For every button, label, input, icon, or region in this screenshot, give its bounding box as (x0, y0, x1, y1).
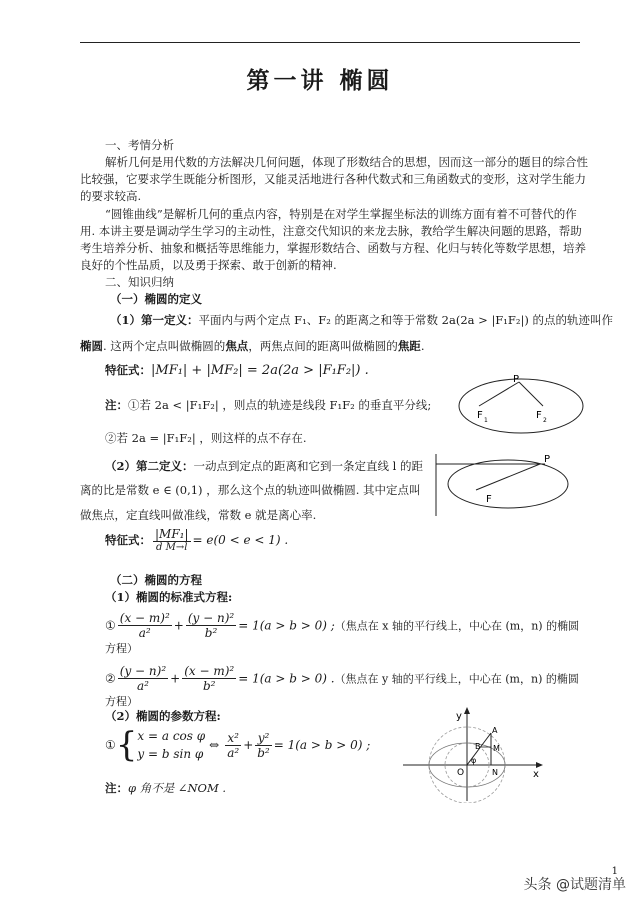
term-ellipse: 椭圆 (80, 339, 103, 353)
first-definition-text: 平面内与两个定点 F₁、F₂ 的距离之和等于常数 2a(2a > |F₁F₂|) 的点的轨迹叫作 (198, 313, 614, 327)
paragraph1-line1: 解析几何是用代数的方法解决几何问题，体现了形数结合的思想，因而这一部分的题目的综合性 (105, 155, 588, 169)
note-text-1: ①若 2a < |F₁F₂| ，则点的轨迹是线段 F₁F₂ 的垂直平分线; (128, 398, 432, 412)
fraction-denominator: b² (202, 679, 216, 693)
label-p: P (513, 374, 520, 385)
label-n: N (492, 768, 498, 777)
paragraph1-line2: 比较强，它要求学生既能分析图形，又能灵活地进行各种代数式和三角函数式的变形，这对学生能力 (80, 172, 586, 186)
fraction-denominator: a² (227, 745, 240, 760)
fraction-numerator: (y − n)² (119, 664, 167, 678)
label-phi: φ (471, 756, 477, 765)
page-number: 1 (611, 866, 618, 877)
note-label: 注： (105, 398, 128, 412)
page-title: 第一讲 椭圆 (246, 67, 394, 94)
label-m: M (493, 744, 500, 753)
item-marker: ② (105, 671, 116, 686)
note-text-3: φ 角不是 ∠NOM . (128, 781, 227, 795)
eccentricity-fraction (153, 527, 191, 553)
feature-formula-2 (105, 527, 288, 553)
fraction (118, 664, 168, 693)
fraction-numerator: (x − m)² (184, 664, 235, 678)
feature-label-2: 特征式： (105, 533, 151, 547)
figure-ellipse-first-definition (455, 368, 590, 438)
plus-sign: + (170, 671, 181, 686)
y-axis-arrow (464, 707, 470, 714)
label-a: A (492, 726, 498, 735)
item-marker: ① (105, 738, 116, 752)
text-fragment: . 这两个定点叫做椭圆的 (103, 339, 226, 353)
segment-pf (476, 464, 540, 490)
second-definition-text: 一动点到定点的距离和它到一条定直线 l 的距 (193, 459, 424, 473)
fraction (255, 731, 272, 760)
equation-condition: = 1(a > b > 0) ; (273, 738, 371, 752)
equation-condition: = 1(a > b > 0) . (238, 671, 335, 686)
second-definition-line3: 做焦点，定直线叫做准线，常数 e 就是离心率. (80, 508, 317, 522)
fraction-denominator: b² (204, 626, 218, 640)
parametric-equation-label: （2）椭圆的参数方程: (105, 709, 221, 723)
watermark: 头条 @试题清单 (523, 877, 626, 893)
ellipse-outline (459, 379, 583, 433)
label-o: O (457, 768, 465, 778)
x-axis-arrow (536, 762, 543, 768)
fraction (225, 731, 241, 760)
paragraph2-line1: “圆锥曲线”是解析几何的重点内容，特别是在对学生掌握坐标法的训练方面有着不可替代的作 (105, 207, 577, 221)
feature-equation: |MF₁| + |MF₂| = 2a(2a > |F₁F₂|) . (151, 363, 369, 378)
fraction (182, 664, 236, 693)
equation-note: （焦点在 y 轴的平行线上，中心在 (m，n) 的椭圆方程） (105, 672, 579, 708)
paragraph2-line2: 用. 本讲主要是调动学生学习的主动性，注意交代知识的来龙去脉，教给学生解决问题的思路，帮助 (80, 224, 582, 238)
figure-ellipse-second-definition (430, 450, 590, 520)
note-line2: ②若 2a = |F₁F₂| ，则这样的点不存在. (105, 431, 307, 445)
fraction (186, 611, 236, 640)
parametric-system (137, 727, 205, 763)
standard-equation-1 (105, 611, 585, 656)
note-line3 (105, 780, 226, 796)
term-focal-distance: 焦距 (397, 339, 421, 353)
label-f1: F (477, 410, 483, 421)
text-fragment: ，两焦点间的距离叫做椭圆的 (248, 339, 398, 353)
label-y: y (456, 711, 462, 722)
fraction-denominator: d M→l (156, 542, 188, 553)
fraction-numerator: (x − m)² (119, 611, 170, 625)
equation-condition: = 1(a > b > 0) ; (238, 618, 335, 633)
segment-pf2 (519, 382, 543, 406)
figure-parametric-ellipse (395, 703, 555, 803)
item-marker: ① (105, 618, 116, 633)
fraction-denominator: b² (257, 745, 270, 760)
note-label-3: 注： (105, 781, 128, 795)
text-fragment: . (420, 339, 425, 353)
paragraph2-line4: 良好的个性品质，以及勇于探索、敢于创新的精神. (80, 258, 337, 272)
parametric-y: y = b sin φ (137, 747, 204, 761)
fraction-denominator: a² (136, 679, 149, 693)
fraction-numerator: (y − n)² (187, 611, 235, 625)
label-f2-subscript: 2 (543, 417, 547, 424)
label-p: P (544, 454, 551, 465)
label-f2: F (536, 410, 542, 421)
equivalence-arrow: ⇔ (209, 738, 220, 752)
top-rule (80, 42, 580, 43)
plus-sign: + (173, 618, 184, 633)
label-x: x (533, 769, 539, 780)
label-f: F (486, 494, 492, 505)
subsection-definition: （一）椭圆的定义 (110, 292, 202, 306)
term-focus: 焦点 (225, 339, 249, 353)
second-definition-line2: 离的比是常数 e ∈ (0,1) ，那么这个点的轨迹叫做椭圆. 其中定点叫 (80, 483, 421, 497)
feature-label: 特征式： (105, 363, 151, 377)
fraction (118, 611, 172, 640)
label-f1-subscript: 1 (484, 417, 488, 424)
subsection-equation: （二）椭圆的方程 (110, 573, 202, 587)
label-b: B (475, 742, 481, 751)
first-definition-line2 (80, 338, 424, 354)
parametric-equation (105, 727, 370, 763)
first-definition-line1 (110, 312, 613, 328)
fraction-numerator: x² (225, 731, 241, 746)
note-line1 (105, 397, 431, 413)
fraction-numerator: |MF₁| (155, 527, 189, 541)
fraction-denominator: a² (138, 626, 151, 640)
left-brace: { (115, 725, 138, 765)
first-definition-label: （1）第一定义： (110, 313, 199, 327)
plus-sign: + (243, 738, 254, 752)
section2-heading: 二、知识归纳 (105, 275, 174, 289)
paragraph1-line3: 的要求较高. (80, 189, 142, 203)
paragraph2-line3: 考生培养分析、抽象和概括等思维能力，掌握形数结合、函数与方程、化归与转化等数学思想，培养 (80, 241, 586, 255)
second-definition-label: （2）第二定义： (105, 459, 194, 473)
parametric-x: x = a cos φ (137, 729, 206, 743)
eccentricity-condition: = e(0 < e < 1) . (192, 533, 289, 547)
ellipse-outline (448, 460, 568, 508)
feature-formula-1 (105, 362, 369, 379)
second-definition-line1 (105, 458, 423, 474)
equation-note: （焦点在 x 轴的平行线上，中心在 (m，n) 的椭圆方程） (105, 619, 580, 655)
segment-pf1 (479, 382, 519, 406)
fraction-numerator: y² (255, 731, 272, 746)
section1-heading: 一、考情分析 (105, 138, 174, 152)
standard-equation-label: （1）椭圆的标准式方程: (105, 590, 233, 604)
